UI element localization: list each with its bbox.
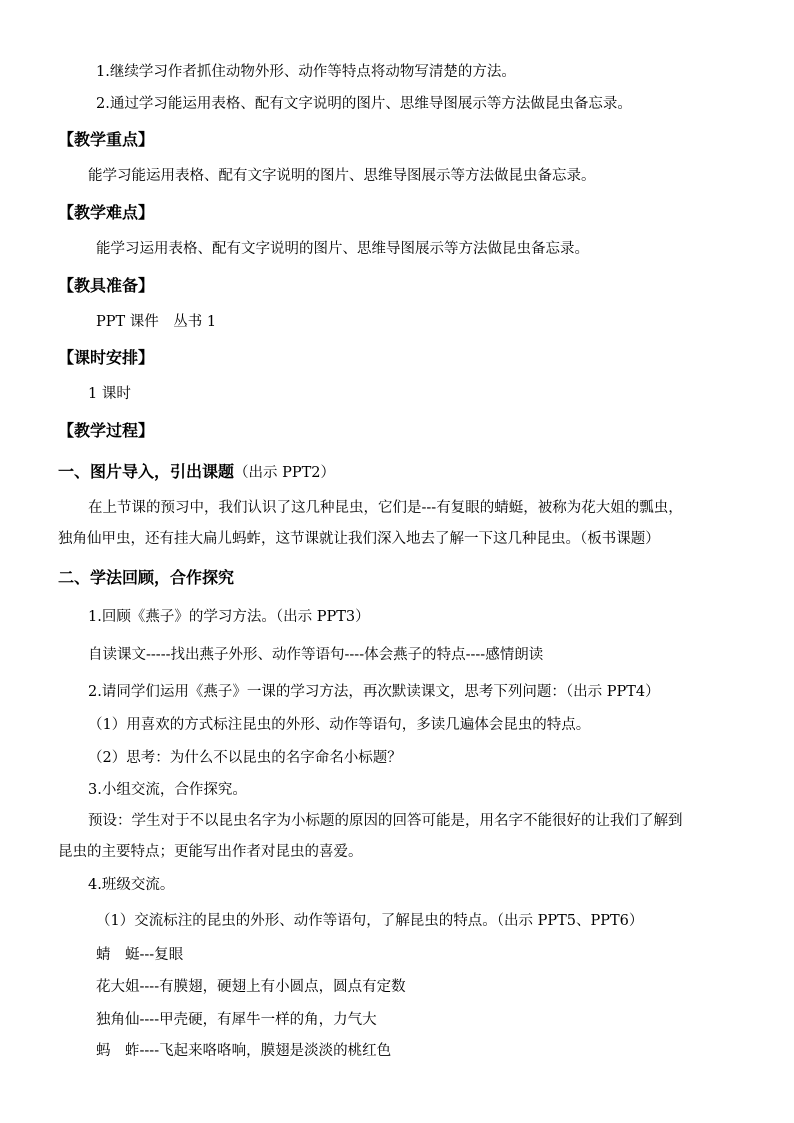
key-points-heading: 【教学重点】 [58, 130, 155, 149]
difficulties-text: 能学习运用表格、配有文字说明的图片、思维导图展示等方法做昆虫备忘录。 [96, 241, 589, 257]
part2-step2: 2.请同学们运用《燕子》一课的学习方法，再次默读课文，思考下列问题：（出示 PPT4） [88, 684, 660, 700]
part2-preset-line-1: 预设：学生对于不以昆虫名字为小标题的原因的回答可能是，用名字不能很好的让我们了解到 [88, 813, 683, 829]
part2-step2-q2: （2）思考：为什么不以昆虫的名字命名小标题？ [88, 750, 402, 766]
schedule-text: 1 课时 [88, 386, 131, 402]
process-heading: 【教学过程】 [58, 421, 155, 440]
part2-step2-q1: （1）用喜欢的方式标注昆虫的外形、动作等语句，多读几遍体会昆虫的特点。 [88, 717, 591, 733]
difficulties-heading: 【教学难点】 [58, 203, 155, 222]
schedule-heading: 【课时安排】 [58, 348, 155, 367]
insect-dragonfly: 蜻 蜓---复眼 [96, 947, 184, 963]
part2-step4: 4.班级交流。 [88, 877, 175, 893]
objective-1: 1.继续学习作者抓住动物外形、动作等特点将动物写清楚的方法。 [96, 64, 516, 80]
key-points-text: 能学习能运用表格、配有文字说明的图片、思维导图展示等方法做昆虫备忘录。 [88, 168, 596, 184]
part2-step1-detail: 自读课文-----找出燕子外形、动作等语句----体会燕子的特点----感情朗读 [88, 647, 544, 663]
part1-title-line [58, 462, 335, 483]
insect-grasshopper: 蚂 蚱----飞起来咯咯响，膜翅是淡淡的桃红色 [96, 1043, 392, 1059]
part2-step1: 1.回顾《燕子》的学习方法。（出示 PPT3） [88, 609, 370, 625]
part1-note: （出示 PPT2） [234, 465, 336, 481]
part2-step4-sub1: （1）交流标注的昆虫的外形、动作等语句，了解昆虫的特点。（出示 PPT5、PPT6） [96, 913, 644, 929]
part1-paragraph-line-1: 在上节课的预习中，我们认识了这几种昆虫，它们是---有复眼的蜻蜓，被称为花大姐的瓢虫， [88, 500, 683, 516]
insect-ladybug: 花大姐----有膜翅，硬翅上有小圆点，圆点有定数 [96, 979, 406, 995]
part2-preset-line-2: 昆虫的主要特点；更能写出作者对昆虫的喜爱。 [58, 844, 363, 860]
part1-title: 一、图片导入，引出课题 [58, 462, 235, 481]
part1-paragraph-line-2: 独角仙甲虫，还有挂大扁儿蚂蚱，这节课就让我们深入地去了解一下这几种昆虫。（板书课题） [58, 531, 660, 547]
objective-2: 2.通过学习能运用表格、配有文字说明的图片、思维导图展示等方法做昆虫备忘录。 [96, 96, 632, 112]
materials-text: PPT 课件 丛书 1 [96, 314, 217, 330]
part2-title: 二、学法回顾，合作探究 [58, 568, 235, 587]
insect-rhino-beetle: 独角仙----甲壳硬，有犀牛一样的角，力气大 [96, 1012, 377, 1028]
part2-step3: 3.小组交流，合作探究。 [88, 782, 247, 798]
materials-heading: 【教具准备】 [58, 276, 155, 295]
